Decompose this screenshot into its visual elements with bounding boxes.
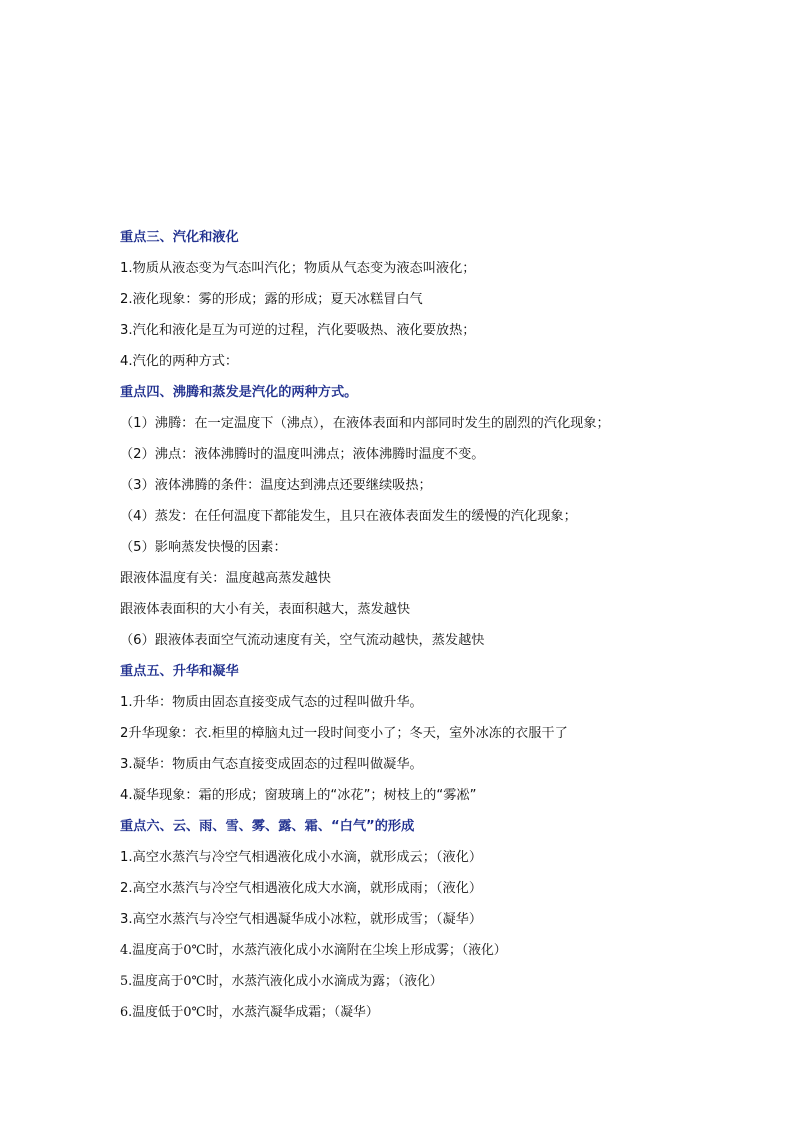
paragraph-line: 4.凝华现象：霜的形成；窗玻璃上的“冰花”；树枝上的“雾凇” xyxy=(120,788,477,803)
paragraph-line: （6）跟液体表面空气流动速度有关，空气流动越快，蒸发越快 xyxy=(120,633,485,648)
paragraph-line: 4.汽化的两种方式： xyxy=(120,354,239,369)
paragraph-line: 1.高空水蒸汽与冷空气相遇液化成小水滴，就形成云；（液化） xyxy=(120,850,483,865)
document-content xyxy=(120,226,780,1032)
paragraph-line: 3.汽化和液化是互为可逆的过程，汽化要吸热、液化要放热； xyxy=(120,323,476,338)
paragraph-line: （3）液体沸腾的条件：温度达到沸点还要继续吸热； xyxy=(120,478,432,493)
paragraph-line: （1）沸腾：在一定温度下（沸点），在液体表面和内部同时发生的剧烈的汽化现象； xyxy=(120,416,610,431)
paragraph-line: （4）蒸发：在任何温度下都能发生，且只在液体表面发生的缓慢的汽化现象； xyxy=(120,509,577,524)
heading-section-3: 重点三、汽化和液化 xyxy=(120,230,239,245)
paragraph-line: 6.温度低于0℃时，水蒸汽凝华成霜；（凝华） xyxy=(120,1005,379,1020)
paragraph-line: 3.高空水蒸汽与冷空气相遇凝华成小冰粒，就形成雪；（凝华） xyxy=(120,912,483,927)
paragraph-line: 3.凝华：物质由气态直接变成固态的过程叫做凝华。 xyxy=(120,757,423,772)
heading-section-5: 重点五、升华和凝华 xyxy=(120,664,239,679)
paragraph-line: 1.升华：物质由固态直接变成气态的过程叫做升华。 xyxy=(120,695,423,710)
heading-section-6: 重点六、云、雨、雪、雾、露、霜、“白气”的形成 xyxy=(120,819,415,834)
paragraph-line: 2升华现象：衣.柜里的樟脑丸过一段时间变小了；冬天，室外冰冻的衣服干了 xyxy=(120,726,568,741)
paragraph-line: （5）影响蒸发快慢的因素： xyxy=(120,540,287,555)
paragraph-line: 跟液体表面积的大小有关，表面积越大，蒸发越快 xyxy=(120,602,411,617)
paragraph-line: 1.物质从液态变为气态叫汽化；物质从气态变为液态叫液化； xyxy=(120,261,476,276)
paragraph-line: 4.温度高于0℃时，水蒸汽液化成小水滴附在尘埃上形成雾；（液化） xyxy=(120,943,507,958)
paragraph-line: （2）沸点：液体沸腾时的温度叫沸点；液体沸腾时温度不变。 xyxy=(120,447,485,462)
paragraph-line: 5.温度高于0℃时，水蒸汽液化成小水滴成为露；（液化） xyxy=(120,974,443,989)
paragraph-line: 2.高空水蒸汽与冷空气相遇液化成大水滴，就形成雨；（液化） xyxy=(120,881,483,896)
paragraph-line: 跟液体温度有关：温度越高蒸发越快 xyxy=(120,571,331,586)
heading-section-4: 重点四、沸腾和蒸发是汽化的两种方式。 xyxy=(120,385,358,400)
paragraph-line: 2.液化现象：雾的形成；露的形成；夏天冰糕冒白气 xyxy=(120,292,423,307)
